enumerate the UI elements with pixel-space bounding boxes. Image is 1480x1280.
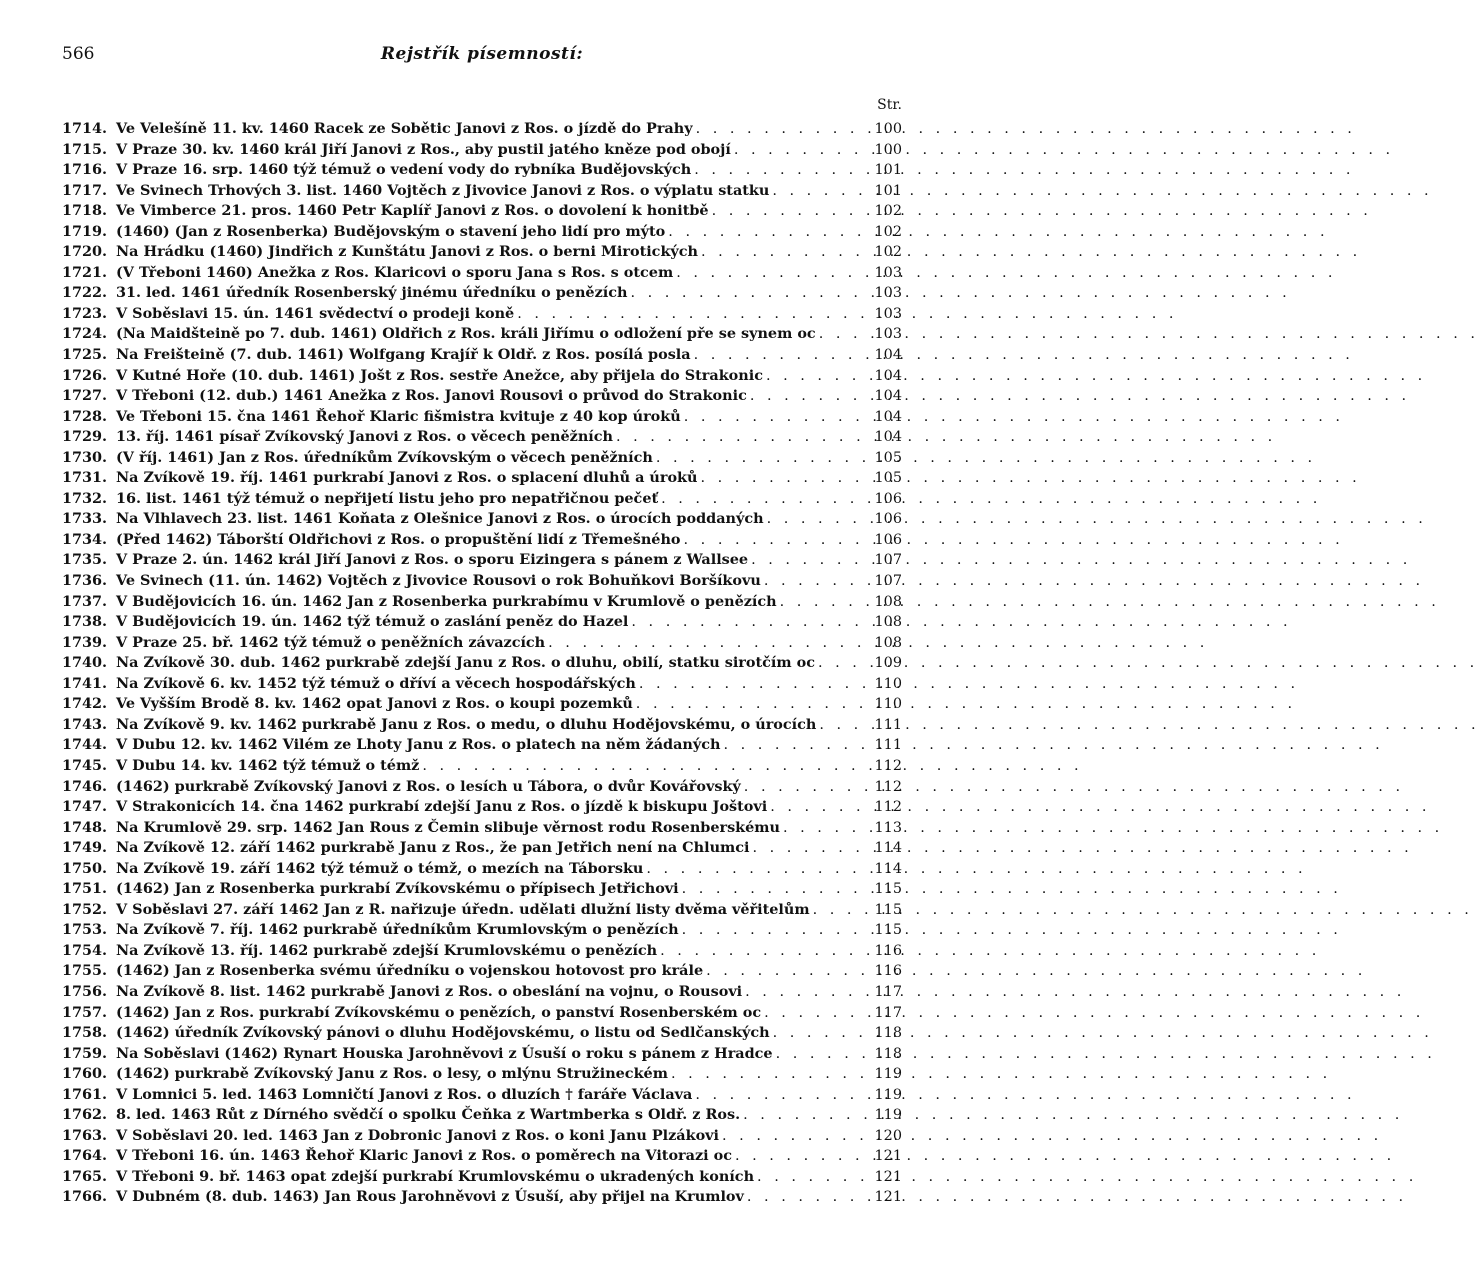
dot-leader (679, 920, 866, 941)
entry-description: V Soběslavi 20. led. 1463 Jan z Dobronic Janovi z Ros. o koni Janu Plzákovi (116, 1126, 720, 1144)
register-entry (62, 694, 902, 715)
register-entry (62, 715, 902, 736)
register-entry (62, 961, 902, 982)
entry-number: 1750. (62, 859, 108, 877)
dot-leader (740, 1105, 866, 1126)
register-entry (62, 386, 902, 407)
dot-leader (761, 571, 866, 592)
entry-page-number: 106 (874, 490, 902, 507)
dot-leader (747, 386, 866, 407)
entry-number: 1758. (62, 1024, 108, 1042)
dot-leader (419, 756, 866, 777)
page-number: 566 (62, 44, 95, 64)
entry-number: 1724. (62, 325, 108, 343)
dot-leader (748, 550, 866, 571)
entry-description: Ve Velešíně 11. kv. 1460 Racek ze Sobětic Janovi z Ros. o jízdě do Prahy (116, 120, 693, 137)
dot-leader (643, 859, 866, 880)
entry-page-number: 106 (874, 511, 902, 528)
entry-description: (1462) purkrabě Zvíkovský Janu z Ros. o lesy, o mlýnu Stružineckém (116, 1065, 668, 1083)
entry-page-number: 110 (874, 675, 902, 692)
register-entry (62, 1044, 902, 1065)
entry-page-number: 114 (874, 860, 902, 877)
entry-description: V Třeboni 9. bř. 1463 opat zdejší purkrabí Krumlovskému o ukradených koních (116, 1167, 755, 1185)
entry-page-number: 105 (874, 449, 902, 466)
register-entry (62, 797, 902, 818)
register-entry (62, 920, 902, 941)
entry-page-number: 109 (874, 655, 902, 672)
entry-number: 1755. (62, 962, 108, 980)
entry-number: 1733. (62, 510, 108, 528)
dot-leader (741, 777, 866, 798)
entry-number: 1753. (62, 921, 108, 939)
entry-number: 1752. (62, 900, 108, 918)
entry-page-number: 112 (874, 778, 902, 795)
entry-page-number: 112 (874, 757, 902, 774)
entry-number: 1761. (62, 1085, 108, 1103)
entry-description: V Praze 2. ún. 1462 král Jiří Janovi z Ros. o sporu Eizingera s pánem z Wallsee (116, 551, 749, 569)
entry-page-number: 108 (874, 634, 902, 651)
entry-number: 1751. (62, 880, 108, 898)
entry-page-number: 114 (874, 840, 902, 857)
register-entry (62, 489, 902, 510)
entry-page-number: 102 (874, 244, 902, 261)
entry-number: 1749. (62, 839, 108, 857)
entry-page-number: 104 (874, 388, 902, 405)
entry-number: 1735. (62, 551, 108, 569)
dot-leader (720, 735, 866, 756)
entry-description: Na Zvíkově 12. září 1462 purkrabě Janu z Ros., že pan Jetřich není na Chlumci (116, 839, 750, 857)
register-entry (62, 448, 902, 469)
entry-description: Ve Třeboni 15. čna 1461 Řehoř Klaric fišmistra kvituje z 40 kop úroků (116, 407, 681, 425)
entry-page-number: 101 (874, 162, 902, 179)
entry-description: Ve Svinech Trhových 3. list. 1460 Vojtěch z Jivovice Janovi z Ros. o výplatu statku (116, 181, 770, 199)
entry-number: 1731. (62, 469, 108, 487)
entry-description: V Soběslavi 15. ún. 1461 svědectví o prodeji koně (116, 304, 515, 322)
register-entry (62, 1187, 902, 1208)
entry-number: 1739. (62, 633, 108, 651)
entry-description: Na Freišteině (7. dub. 1461) Wolfgang Krajíř k Oldř. z Ros. posílá posla (116, 346, 691, 364)
entry-number: 1720. (62, 243, 108, 261)
entry-number: 1740. (62, 654, 108, 672)
register-entry (62, 1146, 902, 1167)
entry-number: 1718. (62, 202, 108, 220)
register-entry (62, 777, 902, 798)
entry-page-number: 106 (874, 531, 902, 548)
entry-page-number: 104 (874, 367, 902, 384)
register-entry (62, 324, 902, 345)
entry-description: Na Vlhlavech 23. list. 1461 Koňata z Olešnice Janovi z Ros. o úrocích poddaných (116, 510, 764, 528)
register-entry (62, 222, 902, 243)
entry-page-number: 111 (874, 716, 902, 733)
register-entry (62, 941, 902, 962)
entry-number: 1742. (62, 695, 108, 713)
register-entry (62, 756, 902, 777)
register-entry (62, 592, 902, 613)
entry-description: V Praze 25. bř. 1462 týž témuž o peněžních závazcích (116, 633, 546, 651)
entry-number: 1760. (62, 1065, 108, 1083)
dot-leader (703, 961, 866, 982)
entry-number: 1730. (62, 448, 108, 466)
dot-leader (668, 1064, 866, 1085)
entry-description: Ve Svinech (11. ún. 1462) Vojtěch z Jivovice Rousovi o rok Bohuňkovi Boršíkovu (116, 572, 761, 590)
dot-leader (769, 181, 866, 202)
entry-description: V Kutné Hoře (10. dub. 1461) Jošt z Ros. sestře Anežce, aby přijela do Strakonic (116, 366, 763, 384)
entry-number: 1743. (62, 715, 108, 733)
entry-page-number: 117 (874, 1004, 902, 1021)
dot-leader (709, 201, 866, 222)
entry-page-number: 118 (874, 1025, 902, 1042)
entry-description: 16. list. 1461 týž témuž o nepřijetí listu jeho pro nepatřičnou pečeť (116, 489, 659, 507)
register-entry (62, 160, 902, 181)
entry-page-number: 100 (874, 141, 902, 158)
entry-page-number: 119 (874, 1066, 902, 1083)
entry-description: Ve Vimberce 21. pros. 1460 Petr Kaplíř Janovi z Ros. o dovolení k honitbě (116, 202, 709, 220)
register-entry (62, 119, 902, 140)
entry-number: 1715. (62, 140, 108, 158)
dot-leader (777, 592, 866, 613)
entry-number: 1719. (62, 222, 108, 240)
entry-page-number: 103 (874, 264, 902, 281)
entry-description: V Soběslavi 27. září 1462 Jan z R. nařizuje úředn. udělati dlužní listy dvěma věřitelům (116, 900, 810, 918)
entry-page-number: 108 (874, 593, 902, 610)
running-title: Rejstřík písemností: (380, 44, 584, 64)
entry-number: 1746. (62, 777, 108, 795)
entry-description: (1462) purkrabě Zvíkovský Janovi z Ros. o lesích u Tábora, o dvůr Kovářovský (116, 777, 741, 795)
entry-description: (V Třeboni 1460) Anežka z Ros. Klaricovi o sporu Jana s Ros. s otcem (116, 263, 674, 281)
dot-leader (697, 468, 866, 489)
entry-number: 1759. (62, 1044, 108, 1062)
entry-number: 1734. (62, 530, 108, 548)
entry-description: V Praze 16. srp. 1460 týž témuž o vedení vody do rybníka Budějovských (116, 161, 692, 179)
entry-description: V Třeboni (12. dub.) 1461 Anežka z Ros. Janovi Rousovi o průvod do Strakonic (116, 387, 747, 405)
entry-page-number: 121 (874, 1168, 902, 1185)
entry-page-number: 111 (874, 737, 902, 754)
entry-page-number: 119 (874, 1107, 902, 1124)
entry-description: V Dubu 14. kv. 1462 týž témuž o témž (116, 756, 420, 774)
entry-page-number: 103 (874, 326, 902, 343)
register-entry (62, 1023, 902, 1044)
entry-description: V Dubu 12. kv. 1462 Vilém ze Lhoty Janu z Ros. o platech na něm žádaných (116, 736, 721, 754)
register-list (62, 119, 902, 1208)
entry-description: (1462) úředník Zvíkovský pánovi o dluhu Hodějovskému, o listu od Sedlčanských (116, 1024, 770, 1042)
entry-page-number: 116 (874, 942, 902, 959)
entry-number: 1728. (62, 407, 108, 425)
entry-number: 1748. (62, 818, 108, 836)
entry-number: 1722. (62, 284, 108, 302)
dot-leader (749, 838, 866, 859)
entry-description: (Na Maidšteině po 7. dub. 1461) Oldřich z Ros. králi Jiřímu o odložení pře se synem oc (116, 325, 816, 343)
entry-description: Na Zvíkově 7. říj. 1462 purkrabě úředníkům Krumlovským o penězích (116, 921, 679, 939)
entry-description: V Praze 30. kv. 1460 král Jiří Janovi z Ros., aby pustil jatého kněze pod obojí (116, 140, 731, 158)
register-entry (62, 140, 902, 161)
register-entry (62, 530, 902, 551)
register-entry (62, 879, 902, 900)
entry-description: (1462) Jan z Ros. purkrabí Zvíkovskému o penězích, o panství Rosenberském oc (116, 1003, 762, 1021)
entry-description: Na Krumlově 29. srp. 1462 Jan Rous z Čemin slibuje věrnost rodu Rosenberskému (116, 818, 780, 836)
entry-page-number: 120 (874, 1127, 902, 1144)
dot-leader (764, 509, 866, 530)
register-entry (62, 366, 902, 387)
entry-number: 1729. (62, 428, 108, 446)
dot-leader (673, 263, 866, 284)
dot-leader (742, 982, 866, 1003)
register-entry (62, 571, 902, 592)
dot-leader (719, 1126, 866, 1147)
dot-leader (545, 633, 866, 654)
entry-description: Na Zvíkově 6. kv. 1452 týž témuž o dříví a věcech hospodářských (116, 674, 636, 692)
entry-number: 1762. (62, 1106, 108, 1124)
dot-leader (698, 242, 866, 263)
entry-description: V Třeboni 16. ún. 1463 Řehoř Klaric Janovi z Ros. o poměrech na Vitorazi oc (116, 1147, 732, 1165)
register-entry (62, 468, 902, 489)
entry-number: 1736. (62, 572, 108, 590)
entry-page-number: 101 (874, 182, 902, 199)
register-entry (62, 407, 902, 428)
register-entry (62, 181, 902, 202)
entry-number: 1766. (62, 1188, 108, 1206)
entry-number: 1741. (62, 674, 108, 692)
dot-leader (816, 324, 866, 345)
dot-leader (681, 530, 866, 551)
entry-page-number: 108 (874, 614, 902, 631)
dot-leader (761, 1003, 866, 1024)
dot-leader (628, 612, 866, 633)
dot-leader (754, 1167, 866, 1188)
register-entry (62, 1126, 902, 1147)
entry-number: 1756. (62, 982, 108, 1000)
register-entry (62, 345, 902, 366)
dot-leader (767, 797, 866, 818)
entry-description: (1462) Jan z Rosenberka purkrabí Zvíkovskému o přípisech Jetřichovi (116, 880, 679, 898)
register-entry (62, 242, 902, 263)
dot-leader (627, 283, 866, 304)
register-entry (62, 818, 902, 839)
entry-page-number: 117 (874, 983, 902, 1000)
entry-description: Na Soběslavi (1462) Rynart Houska Jarohněvovi z Úsuší o roku s pánem z Hradce (116, 1044, 773, 1062)
register-entry (62, 674, 902, 695)
dot-leader (633, 694, 866, 715)
entry-number: 1747. (62, 798, 108, 816)
entry-number: 1717. (62, 181, 108, 199)
entry-description: (1462) Jan z Rosenberka svému úředníku o vojenskou hotovost pro krále (116, 962, 704, 980)
entry-description: V Lomnici 5. led. 1463 Lomničtí Janovi z Ros. o dluzích † faráře Václava (116, 1085, 693, 1103)
entry-number: 1754. (62, 941, 108, 959)
entry-page-number: 104 (874, 429, 902, 446)
entry-page-number: 104 (874, 347, 902, 364)
register-entry (62, 427, 902, 448)
entry-description: 13. říj. 1461 písař Zvíkovský Janovi z Ros. o věcech peněžních (116, 428, 613, 446)
entry-page-number: 102 (874, 203, 902, 220)
dot-leader (514, 304, 866, 325)
entry-number: 1737. (62, 592, 108, 610)
dot-leader (773, 1044, 866, 1065)
entry-number: 1764. (62, 1147, 108, 1165)
entry-description: 31. led. 1461 úředník Rosenberský jinému úředníku o penězích (116, 284, 628, 302)
entry-description: 8. led. 1463 Růt z Dírného svědčí o spolku Čeňka z Wartmberka s Oldř. z Ros. (116, 1106, 741, 1124)
dot-leader (613, 427, 866, 448)
register-entry (62, 735, 902, 756)
entry-number: 1714. (62, 120, 108, 137)
page-header (62, 44, 902, 70)
dot-leader (691, 345, 866, 366)
entry-page-number: 112 (874, 799, 902, 816)
entry-page-number: 103 (874, 305, 902, 322)
dot-leader (681, 407, 866, 428)
register-entry (62, 633, 902, 654)
dot-leader (810, 900, 866, 921)
dot-leader (665, 222, 866, 243)
entry-description: (V říj. 1461) Jan z Ros. úředníkům Zvíkovským o věcech peněžních (116, 448, 653, 466)
dot-leader (732, 1146, 866, 1167)
dot-leader (636, 674, 866, 695)
entry-number: 1738. (62, 613, 108, 631)
entry-number: 1716. (62, 161, 108, 179)
entry-number: 1744. (62, 736, 108, 754)
entry-description: Na Zvíkově 19. říj. 1461 purkrabí Janovi z Ros. o splacení dluhů a úroků (116, 469, 698, 487)
entry-page-number: 115 (874, 881, 902, 898)
register-entry (62, 838, 902, 859)
dot-leader (691, 160, 866, 181)
dot-leader (679, 879, 866, 900)
dot-leader (731, 140, 866, 161)
dot-leader (658, 489, 866, 510)
dot-leader (770, 1023, 866, 1044)
entry-page-number: 107 (874, 573, 902, 590)
entry-description: Na Zvíkově 30. dub. 1462 purkrabě zdejší Janu z Ros. o dluhu, obilí, statku sirotčím oc (116, 654, 815, 672)
page-column-heading: Str. (877, 97, 902, 113)
entry-page-number: 121 (874, 1148, 902, 1165)
entry-page-number: 102 (874, 223, 902, 240)
register-entry (62, 982, 902, 1003)
dot-leader (744, 1187, 866, 1208)
dot-leader (692, 1085, 866, 1106)
entry-number: 1757. (62, 1003, 108, 1021)
entry-page-number: 115 (874, 922, 902, 939)
entry-page-number: 103 (874, 285, 902, 302)
dot-leader (816, 715, 866, 736)
entry-description: V Strakonicích 14. čna 1462 purkrabí zdejší Janu z Ros. o jízdě k biskupu Joštovi (116, 798, 768, 816)
register-entry (62, 1105, 902, 1126)
entry-description: V Budějovicích 19. ún. 1462 týž témuž o zaslání peněz do Hazel (116, 613, 629, 631)
register-entry (62, 612, 902, 633)
entry-number: 1721. (62, 263, 108, 281)
entry-description: Ve Vyšším Brodě 8. kv. 1462 opat Janovi z Ros. o koupi pozemků (116, 695, 633, 713)
register-entry (62, 201, 902, 222)
entry-page-number: 105 (874, 470, 902, 487)
entry-description: Na Zvíkově 9. kv. 1462 purkrabě Janu z Ros. o medu, o dluhu Hodějovskému, o úrocích (116, 715, 817, 733)
entry-description: Na Zvíkově 19. září 1462 týž témuž o témž, o mezích na Táborsku (116, 859, 644, 877)
entry-number: 1763. (62, 1126, 108, 1144)
entry-page-number: 104 (874, 408, 902, 425)
register-entry (62, 263, 902, 284)
register-entry (62, 1003, 902, 1024)
entry-description: V Dubném (8. dub. 1463) Jan Rous Jarohněvovi z Úsuší, aby přijel na Krumlov (116, 1188, 744, 1206)
entry-page-number: 110 (874, 696, 902, 713)
dot-leader (657, 941, 866, 962)
register-entry (62, 304, 902, 325)
dot-leader (693, 119, 866, 140)
register-entry (62, 283, 902, 304)
entry-page-number: 118 (874, 1045, 902, 1062)
entry-number: 1765. (62, 1167, 108, 1185)
entry-page-number: 119 (874, 1086, 902, 1103)
entry-number: 1745. (62, 756, 108, 774)
entry-page-number: 113 (874, 819, 902, 836)
dot-leader (653, 448, 866, 469)
entry-description: Na Hrádku (1460) Jindřich z Kunštátu Janovi z Ros. o berni Mirotických (116, 243, 699, 261)
register-entry (62, 653, 902, 674)
entry-number: 1732. (62, 489, 108, 507)
register-entry (62, 550, 902, 571)
entry-description: (Před 1462) Táborští Oldřichovi z Ros. o propuštění lidí z Třemešného (116, 530, 681, 548)
register-entry (62, 1064, 902, 1085)
register-entry (62, 509, 902, 530)
entry-number: 1727. (62, 387, 108, 405)
entry-description: V Budějovicích 16. ún. 1462 Jan z Rosenberka purkrabímu v Krumlově o penězích (116, 592, 777, 610)
entry-number: 1723. (62, 304, 108, 322)
entry-number: 1726. (62, 366, 108, 384)
register-entry (62, 900, 902, 921)
entry-description: Na Zvíkově 8. list. 1462 purkrabě Janovi z Ros. o obeslání na vojnu, o Rousovi (116, 982, 743, 1000)
register-entry (62, 1085, 902, 1106)
entry-page-number: 107 (874, 552, 902, 569)
dot-leader (815, 653, 866, 674)
entry-number: 1725. (62, 346, 108, 364)
entry-description: Na Zvíkově 13. říj. 1462 purkrabě zdejší Krumlovskému o penězích (116, 941, 658, 959)
entry-page-number: 116 (874, 963, 902, 980)
entry-page-number: 115 (874, 901, 902, 918)
entry-description: (1460) (Jan z Rosenberka) Budějovským o stavení jeho lidí pro mýto (116, 222, 666, 240)
dot-leader (763, 366, 866, 387)
register-entry (62, 859, 902, 880)
dot-leader (780, 818, 866, 839)
entry-page-number: 121 (874, 1189, 902, 1206)
entry-page-number: 100 (874, 121, 902, 137)
register-entry (62, 1167, 902, 1188)
